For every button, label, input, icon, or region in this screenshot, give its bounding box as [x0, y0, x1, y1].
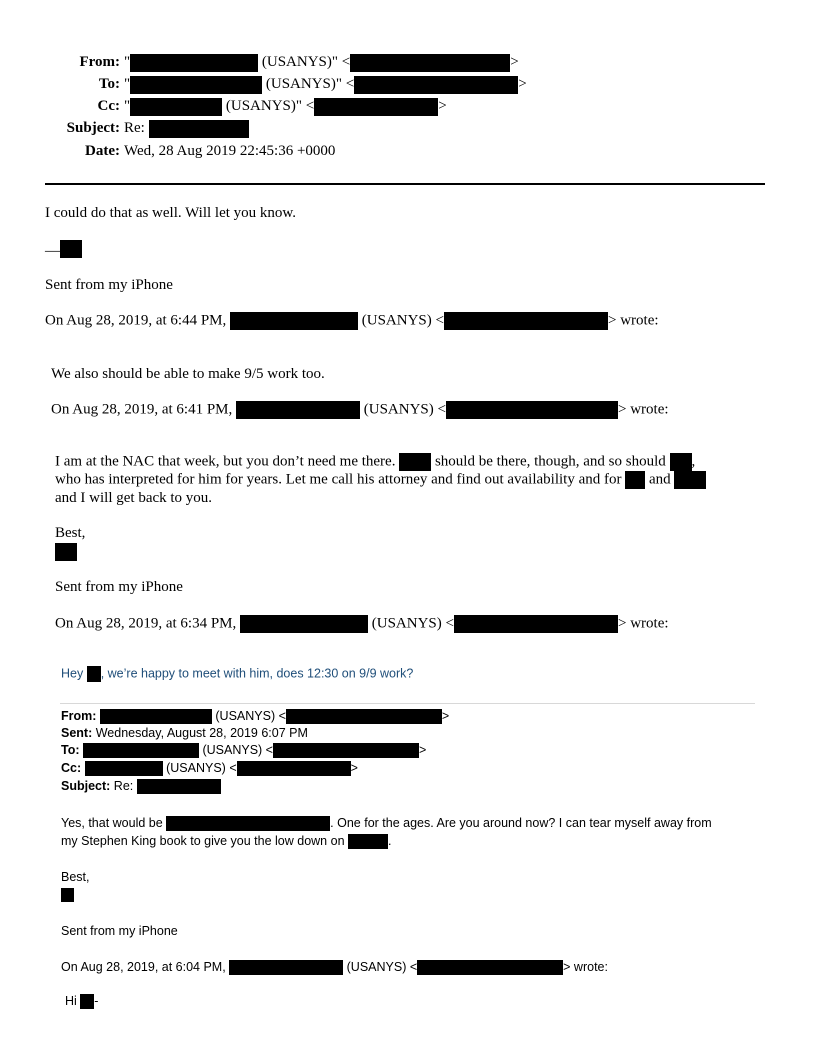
redaction — [130, 54, 258, 72]
msg1-wrote-line: On Aug 28, 2019, at 6:44 PM, (USANYS) < > wrote: — [45, 312, 659, 329]
redaction — [240, 615, 368, 633]
msg3-sent-from: Sent from my iPhone — [55, 579, 183, 595]
redaction — [100, 709, 212, 724]
date-label: Date: — [85, 143, 120, 159]
redaction — [87, 666, 101, 682]
redaction — [454, 615, 618, 633]
redaction — [417, 960, 563, 975]
redaction — [60, 240, 82, 258]
to-label: To: — [98, 76, 120, 92]
fwd-cc-row: Cc: (USANYS) < > — [61, 761, 358, 775]
redaction — [83, 743, 199, 758]
redaction — [314, 98, 438, 116]
msg2-wrote-line: On Aug 28, 2019, at 6:41 PM, (USANYS) < > wrote: — [51, 401, 669, 418]
redaction — [229, 960, 343, 975]
redaction — [55, 543, 77, 561]
msg1-body: I could do that as well. Will let you know. — [45, 205, 297, 221]
msg5-best: Best, — [61, 870, 90, 884]
msg3-line2: who has interpreted for him for years. Let me call his attorney and find out availability and for and — [55, 471, 706, 489]
msg3-line3: and I will get back to you. — [55, 490, 213, 506]
from-label: From: — [79, 54, 120, 70]
redaction — [350, 54, 510, 72]
subject-label: Subject: — [66, 120, 120, 136]
redaction — [670, 453, 692, 471]
header-divider — [45, 183, 765, 185]
redaction — [137, 779, 221, 794]
msg3-wrote-line: On Aug 28, 2019, at 6:34 PM, (USANYS) < > wrote: — [55, 615, 669, 632]
redaction — [230, 312, 358, 330]
msg5-line1: Yes, that would be . One for the ages. Are you around now? I can tear myself away from — [61, 816, 712, 830]
msg5-line2: my Stephen King book to give you the low down on . — [61, 834, 392, 848]
redaction — [61, 888, 74, 902]
fwd-sent-row: Sent: Wednesday, August 28, 2019 6:07 PM — [61, 726, 308, 740]
msg3-best: Best, — [55, 525, 86, 541]
msg5-greeting: Hi - — [65, 994, 99, 1008]
redaction — [273, 743, 419, 758]
msg1-sent-from: Sent from my iPhone — [45, 277, 173, 293]
redaction — [354, 76, 518, 94]
redaction — [674, 471, 706, 489]
redaction — [237, 761, 351, 776]
msg5-wrote-line: On Aug 28, 2019, at 6:04 PM, (USANYS) < > wrote: — [61, 960, 608, 974]
redaction — [149, 120, 249, 138]
date-value: Wed, 28 Aug 2019 22:45:36 +0000 — [124, 143, 336, 159]
cc-label: Cc: — [97, 98, 120, 114]
redaction — [130, 76, 262, 94]
msg3-line1: I am at the NAC that week, but you don’t need me there. should be there, though, and so should , — [55, 453, 696, 470]
fwd-subject-row: Subject: Re: — [61, 779, 221, 794]
msg4-body: Hey , we’re happy to meet with him, does 12:30 on 9/9 work? — [61, 666, 414, 681]
msg5-sent-from: Sent from my iPhone — [61, 924, 178, 938]
redaction — [236, 401, 360, 419]
redaction — [166, 816, 330, 831]
redaction — [625, 471, 645, 489]
redaction — [348, 834, 388, 849]
redaction — [444, 312, 608, 330]
redaction — [130, 98, 222, 116]
redaction — [286, 709, 442, 724]
fwd-to-row: To: (USANYS) < > — [61, 743, 427, 757]
forward-divider — [60, 703, 755, 704]
redaction — [399, 453, 431, 471]
msg1-signature: — — [45, 240, 82, 260]
msg2-body: We also should be able to make 9/5 work too. — [51, 366, 325, 382]
redaction — [446, 401, 618, 419]
redaction — [85, 761, 163, 776]
fwd-from-row: From: (USANYS) < > — [61, 709, 450, 723]
redaction — [80, 994, 94, 1009]
